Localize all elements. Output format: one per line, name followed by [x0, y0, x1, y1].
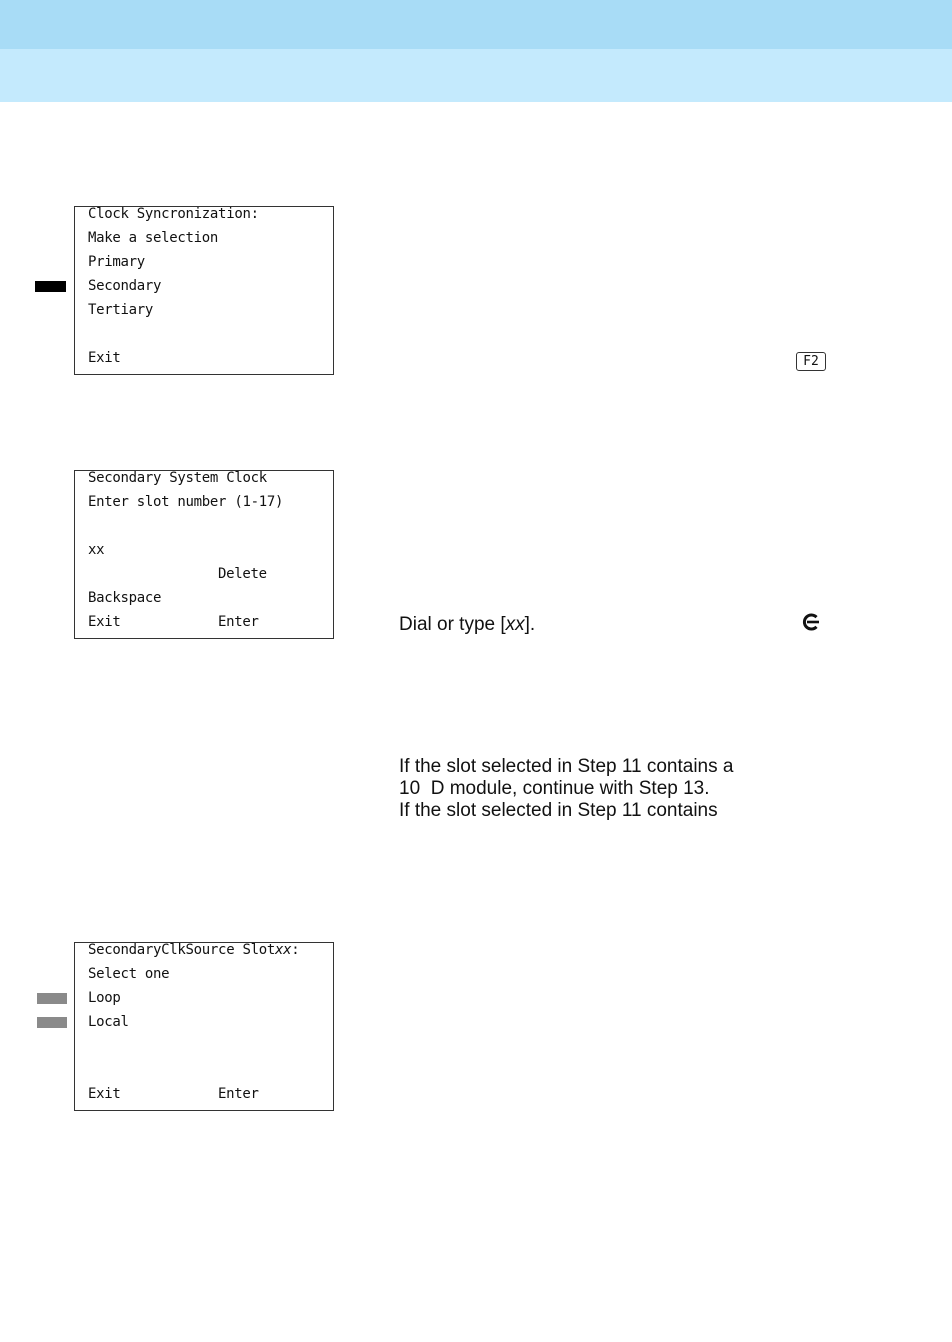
exit-button[interactable]: Exit: [88, 350, 121, 366]
option-secondary[interactable]: Secondary: [88, 278, 162, 294]
enter-key-icon: [801, 612, 821, 632]
exit-button[interactable]: Exit: [88, 614, 121, 630]
option-loop[interactable]: Loop: [88, 990, 121, 1006]
secondary-clk-source-screen: [74, 942, 334, 1111]
header-band-bottom: [0, 49, 952, 102]
delete-button[interactable]: Delete: [218, 566, 267, 582]
line-marker-loop: [37, 993, 67, 1004]
clock-sync-screen: [74, 206, 334, 375]
screen-title: SecondaryClkSource Slotxx:: [88, 942, 300, 958]
screen-title: Clock Syncronization:: [88, 206, 259, 222]
backspace-button[interactable]: Backspace: [88, 590, 162, 606]
screen-prompt: Make a selection: [88, 230, 219, 246]
enter-button[interactable]: Enter: [218, 614, 259, 630]
secondary-system-clock-screen: [74, 470, 334, 639]
f2-key-icon: F2: [796, 352, 826, 371]
option-tertiary[interactable]: Tertiary: [88, 302, 154, 318]
screen-prompt: Enter slot number (1-17): [88, 494, 284, 510]
selected-line-marker: [35, 281, 66, 292]
screen-title: Secondary System Clock: [88, 470, 267, 486]
note-line-2: 10 D module, continue with Step 13.: [399, 778, 710, 799]
note-line-3: If the slot selected in Step 11 contains: [399, 800, 718, 821]
dial-instruction: Dial or type [xx].: [399, 614, 536, 635]
header-band-top: [0, 0, 952, 49]
slot-number-input[interactable]: xx: [88, 542, 105, 558]
screen-prompt: Select one: [88, 966, 170, 982]
option-local[interactable]: Local: [88, 1014, 129, 1030]
enter-button[interactable]: Enter: [218, 1086, 259, 1102]
note-line-1: If the slot selected in Step 11 contains a: [399, 756, 734, 777]
option-primary[interactable]: Primary: [88, 254, 145, 270]
line-marker-local: [37, 1017, 67, 1028]
exit-button[interactable]: Exit: [88, 1086, 121, 1102]
